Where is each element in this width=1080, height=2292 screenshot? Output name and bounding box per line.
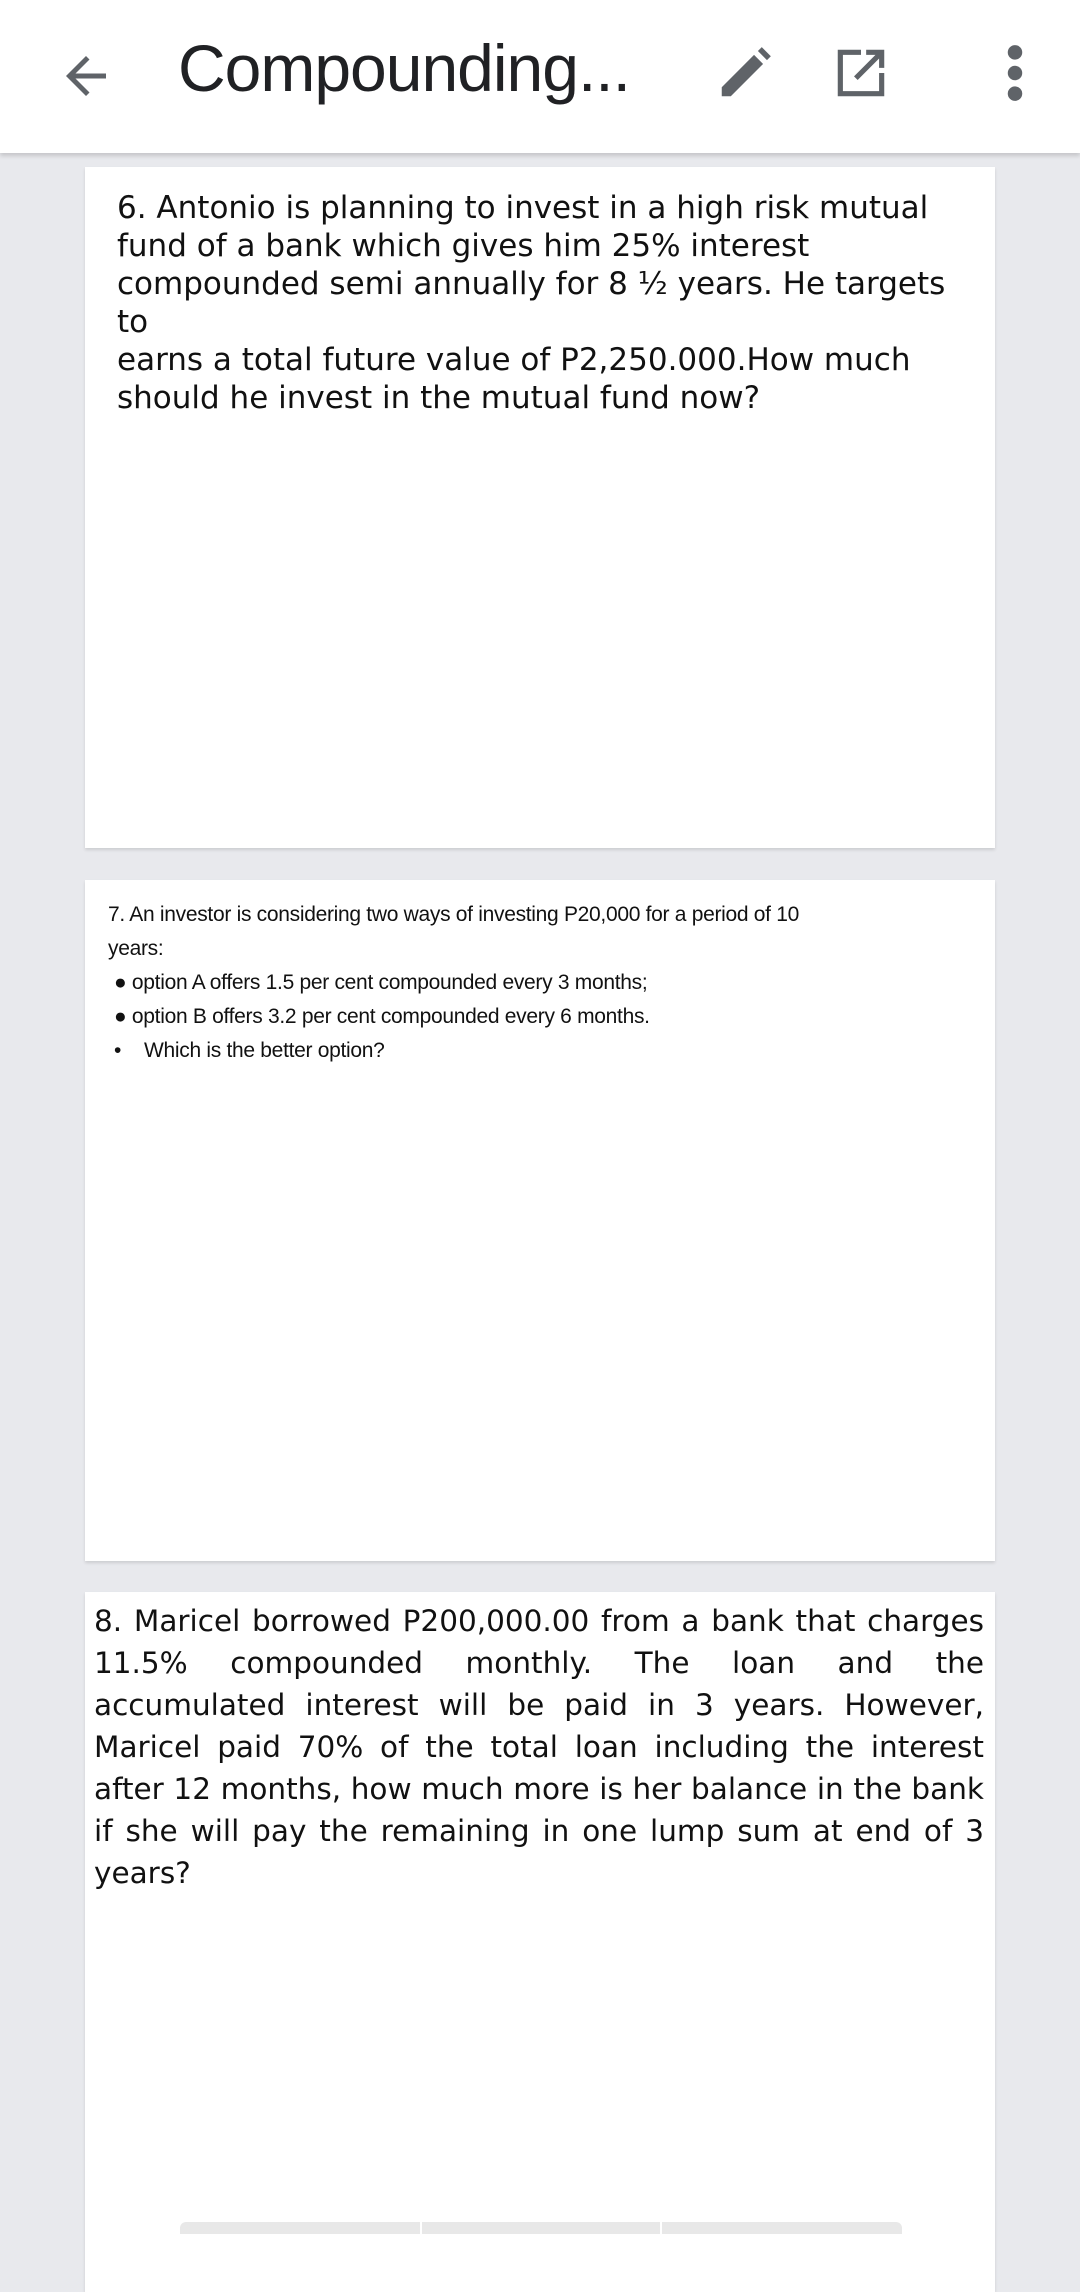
bullet: • [114, 1039, 122, 1062]
text-line: 6. Antonio is planning to invest in a high risk mutual [117, 190, 929, 226]
app-bar [0, 0, 1080, 153]
question-6-text [117, 189, 977, 417]
document-page-question-8 [85, 1592, 995, 2292]
option-b-item: ● option B offers 3.2 per cent compounded every 6 months. [114, 1005, 650, 1028]
more-vert-icon[interactable] [1000, 42, 1030, 104]
question-8-text: 8. Maricel borrowed P200,000.00 from a bank that charges 11.5% compounded monthly. The loan and the accumulated interest will be paid in 3 years. However, Maricel paid 70% of the total loan including the interest after 12 months, how much more is her balance in the bank if she will pay the remaining in one lump sum at end of 3 years? [94, 1604, 984, 1890]
document-page-question-7 [85, 880, 995, 1561]
document-page-question-6 [85, 167, 995, 848]
text-line: years: [108, 937, 164, 960]
question-text: Which is the better option? [144, 1039, 385, 1062]
text-line: fund of a bank which gives him 25% interest [117, 228, 810, 264]
text-line: earns a total future value of P2,250.000.How much [117, 342, 911, 378]
pencil-icon[interactable] [712, 42, 778, 104]
text-line: 7. An investor is considering two ways of investing P20,000 for a period of 10 [108, 903, 800, 926]
open-external-icon[interactable] [830, 42, 892, 104]
question-7-text [108, 898, 968, 1068]
page-scroll-segment[interactable] [180, 2222, 420, 2234]
page-scroll-segment[interactable] [662, 2222, 902, 2234]
question-item [108, 1034, 968, 1068]
option-a-item: ● option A offers 1.5 per cent compounded every 3 months; [114, 971, 648, 994]
page-scroll-segment[interactable] [422, 2222, 660, 2234]
document-title: Compounding... [178, 31, 630, 105]
arrow-back-icon[interactable] [56, 46, 116, 106]
text-line: compounded semi annually for 8 ½ years. He targets to [117, 266, 946, 340]
text-line: should he invest in the mutual fund now? [117, 380, 761, 416]
